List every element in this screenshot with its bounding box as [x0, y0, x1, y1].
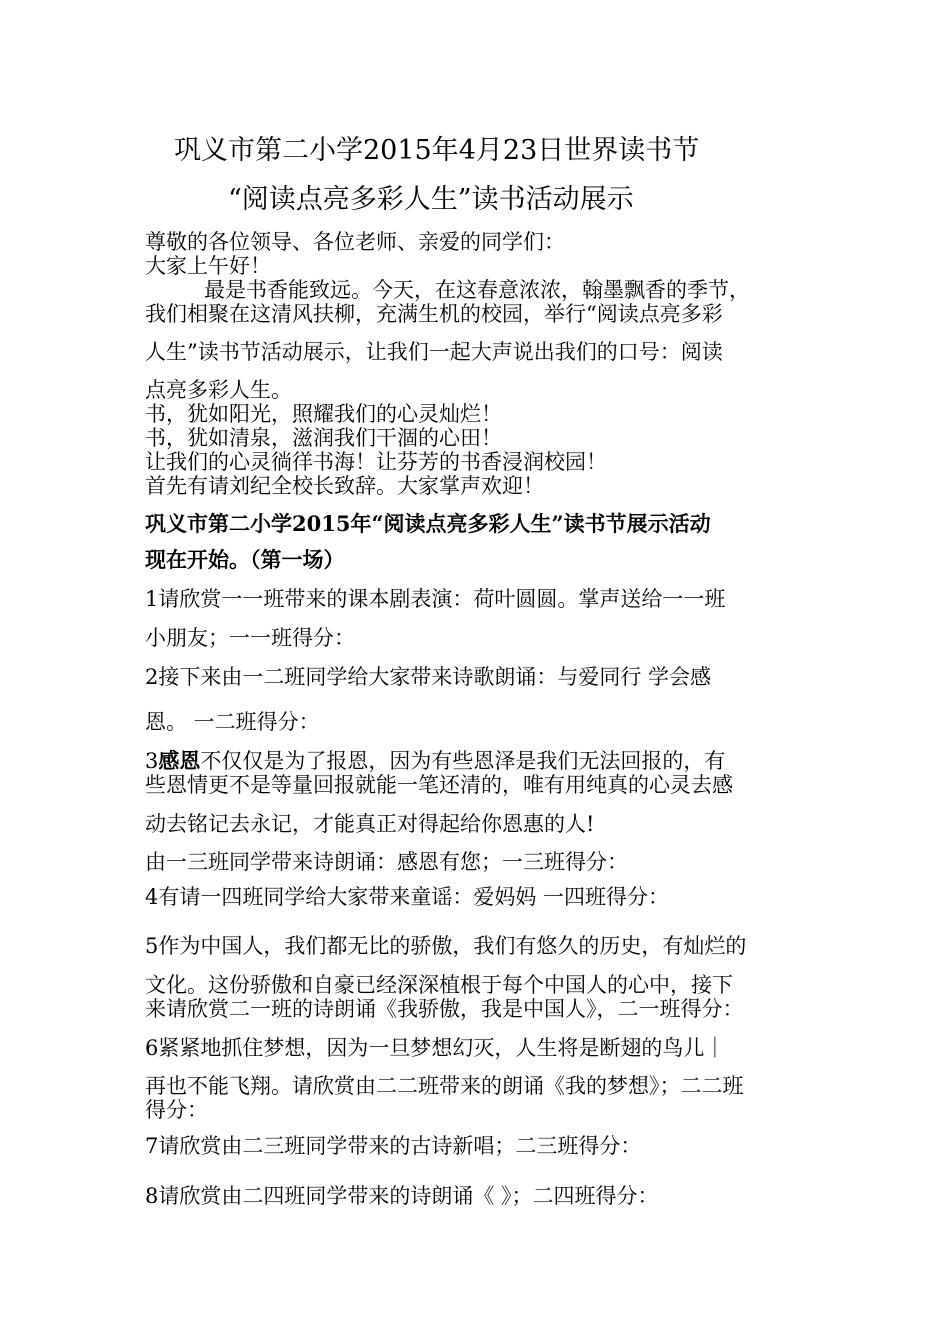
- program-item-5: 文化。这份骄傲和自豪已经深深植根于每个中国人的心中，接下: [145, 973, 733, 997]
- program-item-2: 恩。 一二班得分：: [145, 710, 320, 734]
- intro-line: 书，犹如阳光，照耀我们的心灵灿烂！: [145, 402, 502, 426]
- program-item-2: 2接下来由一二班同学给大家带来诗歌朗诵：与爱同行 学会感: [145, 665, 712, 689]
- program-item-4: 4有请一四班同学给大家带来童谣：爱妈妈 一四班得分：: [145, 885, 670, 909]
- program-item-1: 小朋友；一一班得分：: [145, 626, 355, 650]
- program-item-5: 5作为中国人，我们都无比的骄傲，我们有悠久的历史，有灿烂的: [145, 934, 747, 958]
- intro-paragraph-line: 最是书香能致远。今天，在这春意浓浓，翰墨飘香的季节，: [204, 278, 750, 302]
- intro-line: 让我们的心灵徜徉书海！让芬芳的书香浸润校园！: [145, 450, 607, 474]
- program-item-6: 6紧紧地抓住梦想，因为一旦梦想幻灭，人生将是断翅的鸟儿｜: [145, 1036, 726, 1060]
- opening-announcement: 现在开始。（第一场）: [145, 547, 345, 572]
- opening-announcement: 巩义市第二小学2015年“阅读点亮多彩人生”读书节展示活动: [145, 511, 711, 536]
- intro-line: 首先有请刘纪全校长致辞。大家掌声欢迎！: [145, 474, 544, 498]
- program-item-7: 7请欣赏由二三班同学带来的古诗新唱；二三班得分：: [145, 1134, 642, 1158]
- program-item-3: 动去铭记去永记，才能真正对得起给你恩惠的人!: [145, 812, 595, 836]
- program-item-3: 由一三班同学带来诗朗诵：感恩有您；一三班得分：: [145, 850, 628, 874]
- intro-paragraph-line: 我们相聚在这清风扶柳，充满生机的校园，举行“阅读点亮多彩: [145, 302, 723, 326]
- document-title-line-1: 巩义市第二小学2015年4月23日世界读书节: [174, 135, 700, 166]
- program-item-8: 8请欣赏由二四班同学带来的诗朗诵《 》；二四班得分：: [145, 1184, 659, 1208]
- program-item-6: 再也不能飞翔。请欣赏由二二班带来的朗诵《我的梦想》；二二班: [145, 1074, 744, 1098]
- program-item-1: 1请欣赏一一班带来的课本剧表演：荷叶圆圆。掌声送给一一班: [145, 587, 726, 611]
- program-item-3: 些恩情更不是等量回报就能一笔还清的，唯有用纯真的心灵去感: [145, 773, 733, 797]
- intro-paragraph-line: 人生”读书节活动展示，让我们一起大声说出我们的口号：阅读: [145, 340, 723, 364]
- program-item-3: [145, 749, 809, 773]
- greeting: 尊敬的各位领导、各位老师、亲爱的同学们：: [145, 230, 565, 254]
- item-number: 3: [145, 749, 159, 773]
- greeting-morning: 大家上午好！: [145, 254, 271, 278]
- item-text: 不仅仅是为了报恩，因为有些恩泽是我们无法回报的，有: [200, 749, 726, 773]
- intro-line: 书，犹如清泉，滋润我们干涸的心田！: [145, 426, 502, 450]
- document-title-line-2: “阅读点亮多彩人生”读书活动展示: [228, 184, 634, 215]
- emphasis-word: 感恩: [158, 748, 201, 773]
- program-item-5: 来请欣赏二一班的诗朗诵《我骄傲，我是中国人》，二一班得分：: [145, 997, 744, 1021]
- program-item-6: 得分：: [145, 1098, 208, 1122]
- intro-paragraph-line: 点亮多彩人生。: [145, 378, 292, 402]
